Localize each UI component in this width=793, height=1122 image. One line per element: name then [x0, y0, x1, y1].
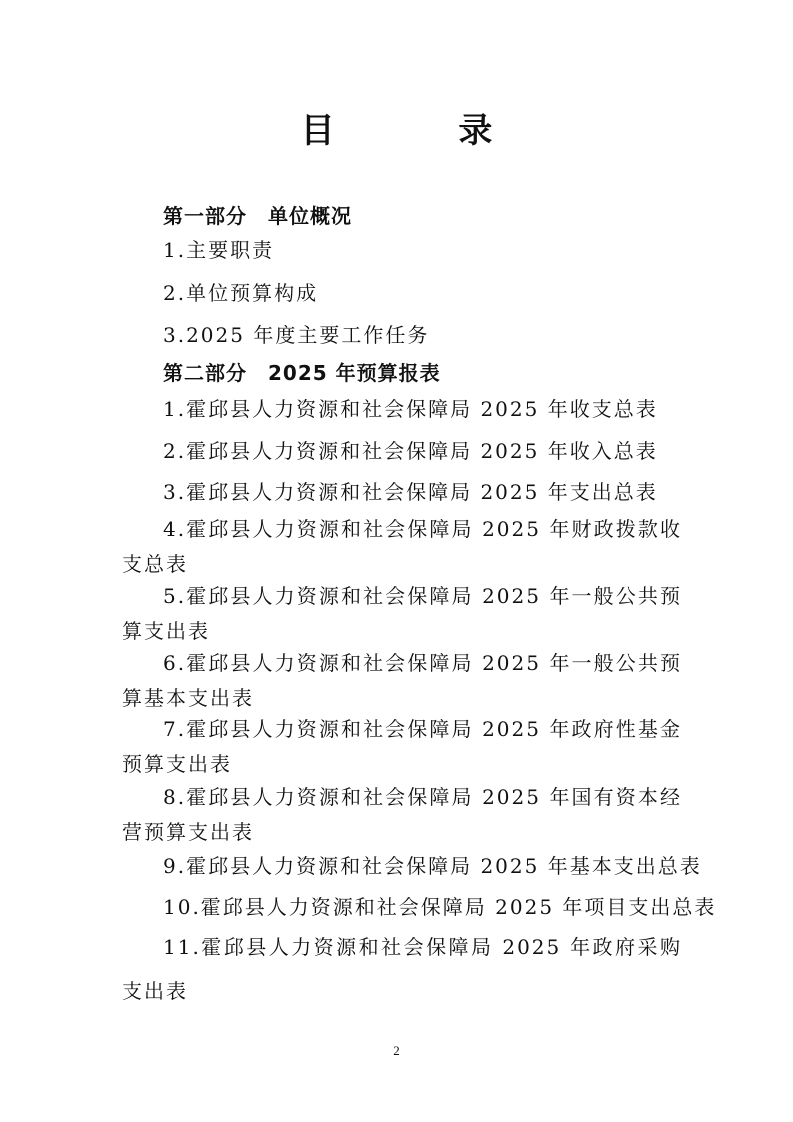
toc-item[interactable]: 7.霍邱县人力资源和社会保障局 2025 年政府性基金预算支出表 [122, 717, 682, 776]
toc-item[interactable]: 11.霍邱县人力资源和社会保障局 2025 年政府采购支出表 [122, 935, 682, 1003]
toc-item[interactable]: 9.霍邱县人力资源和社会保障局 2025 年基本支出总表 [163, 854, 702, 878]
toc-item[interactable]: 10.霍邱县人力资源和社会保障局 2025 年项目支出总表 [163, 895, 717, 919]
toc-item[interactable]: 4.霍邱县人力资源和社会保障局 2025 年财政拨款收支总表 [122, 517, 682, 576]
part2-heading: 第二部分 2025 年预算报表 [163, 361, 441, 385]
toc-item[interactable]: 1.主要职责 [163, 238, 275, 262]
toc-item[interactable]: 8.霍邱县人力资源和社会保障局 2025 年国有资本经营预算支出表 [122, 785, 682, 844]
toc-item[interactable]: 3.霍邱县人力资源和社会保障局 2025 年支出总表 [163, 480, 658, 504]
page-title: 目 录 [300, 111, 549, 151]
toc-item[interactable]: 2.单位预算构成 [163, 281, 319, 305]
toc-item[interactable]: 2.霍邱县人力资源和社会保障局 2025 年收入总表 [163, 439, 658, 463]
toc-item[interactable]: 3.2025 年度主要工作任务 [163, 323, 430, 347]
toc-item[interactable]: 1.霍邱县人力资源和社会保障局 2025 年收支总表 [163, 397, 658, 421]
toc-item[interactable]: 6.霍邱县人力资源和社会保障局 2025 年一般公共预算基本支出表 [122, 651, 682, 710]
page-number: 2 [393, 1043, 400, 1058]
part1-heading: 第一部分 单位概况 [163, 204, 352, 228]
toc-item[interactable]: 5.霍邱县人力资源和社会保障局 2025 年一般公共预算支出表 [122, 584, 682, 643]
